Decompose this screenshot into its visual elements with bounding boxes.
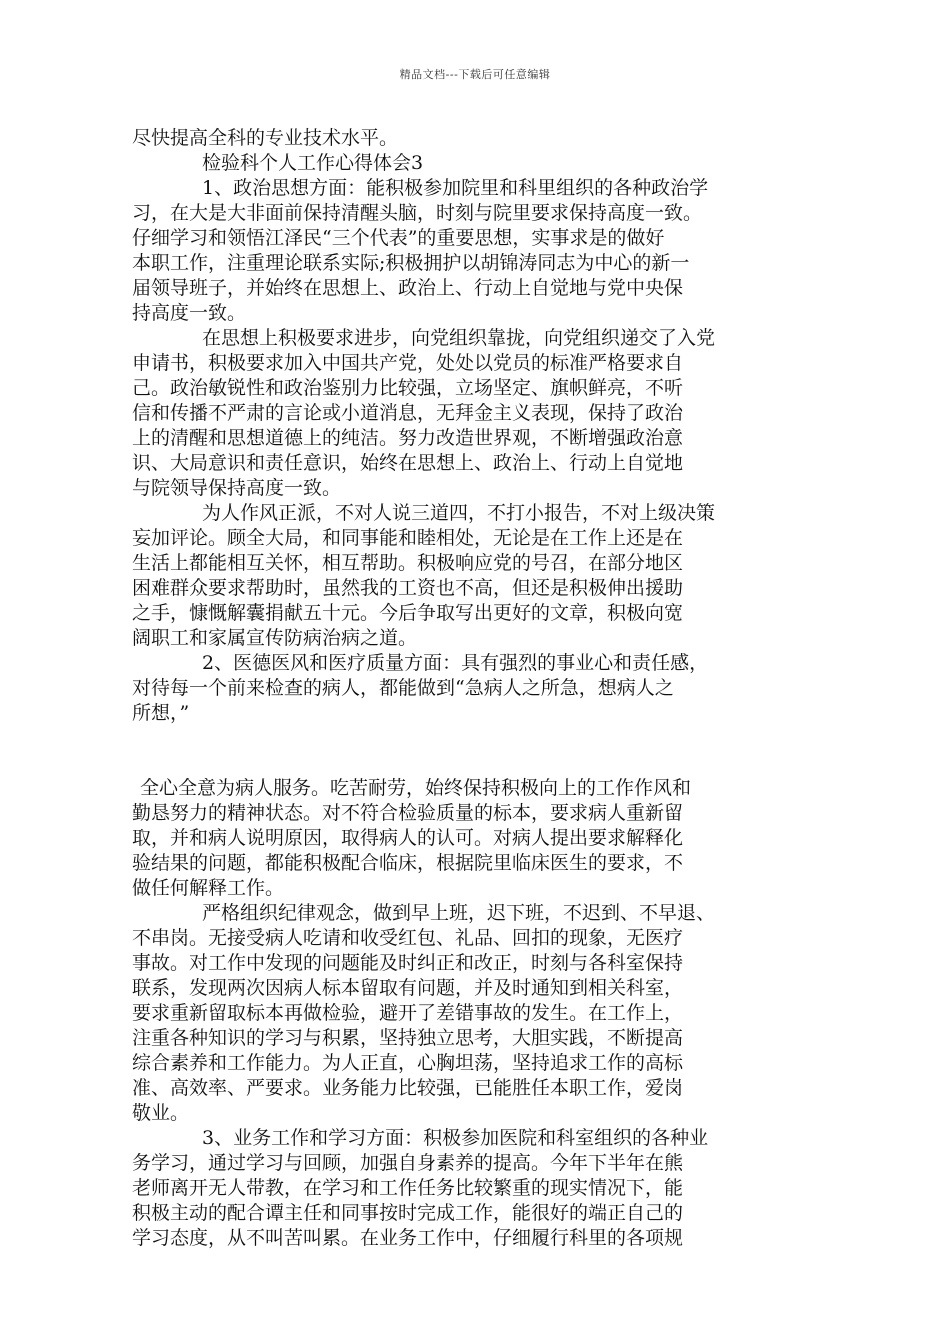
text-line: 敬业。	[132, 1102, 190, 1124]
text-line: 严格组织纪律观念，做到早上班，迟下班，不迟到、不早退、	[202, 902, 716, 924]
text-line: 验结果的问题，都能积极配合临床，根据院里临床医生的要求，不	[132, 852, 684, 874]
text-line: 妄加评论。顾全大局，和同事能和睦相处，无论是在工作上还是在	[132, 527, 684, 549]
text-line: 积极主动的配合谭主任和同事按时完成工作，能很好的端正自己的	[132, 1202, 684, 1224]
text-line: 不串岗。无接受病人吃请和收受红包、礼品、回扣的现象，无医疗	[132, 927, 684, 949]
text-line: 上的清醒和思想道德上的纯洁。努力改造世界观，不断增强政治意	[132, 427, 684, 449]
text-line: 信和传播不严肃的言论或小道消息，无拜金主义表现，保持了政治	[132, 402, 684, 424]
text-line: 之手，慷慨解囊捐献五十元。今后争取写出更好的文章，积极向宽	[132, 602, 684, 624]
text-line: 与院领导保持高度一致。	[132, 477, 342, 499]
text-line: 为人作风正派，不对人说三道四，不打小报告，不对上级决策	[202, 502, 716, 524]
text-line: 准、高效率、严要求。业务能力比较强，已能胜任本职工作，爱岗	[132, 1077, 684, 1099]
text-line: 全心全意为病人服务。吃苦耐劳，始终保持积极向上的工作作风和	[140, 777, 692, 799]
text-line: 务学习，通过学习与回顾，加强自身素养的提高。今年下半年在熊	[132, 1152, 684, 1174]
text-line: 3、业务工作和学习方面：积极参加医院和科室组织的各种业	[202, 1127, 709, 1149]
document-body	[132, 126, 820, 1251]
text-line: 阔职工和家属宣传防病治病之道。	[132, 627, 418, 649]
section-heading: 检验科个人工作心得体会3	[202, 152, 424, 174]
text-line: 联系，发现两次因病人标本留取有问题，并及时通知到相关科室，	[132, 977, 684, 999]
text-line: 事故。对工作中发现的问题能及时纠正和改正，时刻与各科室保持	[132, 952, 684, 974]
text-line: 对待每一个前来检查的病人，都能做到“急病人之所急，想病人之	[132, 677, 674, 699]
text-line: 持高度一致。	[132, 302, 247, 324]
text-line: 生活上都能相互关怀，相互帮助。积极响应党的号召，在部分地区	[132, 552, 684, 574]
text-line: 1、政治思想方面：能积极参加院里和科里组织的各种政治学	[202, 177, 709, 199]
text-line: 做任何解释工作。	[132, 877, 285, 899]
text-line: 2、医德医风和医疗质量方面：具有强烈的事业心和责任感，	[202, 652, 709, 674]
text-line: 习，在大是大非面前保持清醒头脑，时刻与院里要求保持高度一致。	[132, 202, 703, 224]
text-line: 老师离开无人带教，在学习和工作任务比较繁重的现实情况下，能	[132, 1177, 684, 1199]
text-line: 届领导班子，并始终在思想上、政治上、行动上自觉地与党中央保	[132, 277, 684, 299]
paragraph-gap	[132, 726, 820, 776]
text-line: 综合素养和工作能力。为人正直，心胸坦荡，坚持追求工作的高标	[132, 1052, 684, 1074]
text-line: 勤恳努力的精神状态。对不符合检验质量的标本，要求病人重新留	[132, 802, 684, 824]
text-line: 所想，”	[132, 702, 190, 724]
text-line: 尽快提高全科的专业技术水平。	[132, 127, 399, 149]
text-line: 仔细学习和领悟江泽民“三个代表”的重要思想，实事求是的做好	[132, 227, 665, 249]
text-line: 识、大局意识和责任意识，始终在思想上、政治上、行动上自觉地	[132, 452, 684, 474]
text-line: 在思想上积极要求进步，向党组织靠拢，向党组织递交了入党	[202, 327, 716, 349]
text-line: 学习态度，从不叫苦叫累。在业务工作中，仔细履行科里的各项规	[132, 1227, 684, 1249]
page-header: 精品文档---下载后可任意编辑	[399, 68, 551, 81]
text-line: 申请书，积极要求加入中国共产党，处处以党员的标准严格要求自	[132, 352, 684, 374]
text-line: 注重各种知识的学习与积累，坚持独立思考，大胆实践，不断提高	[132, 1027, 684, 1049]
text-line: 困难群众要求帮助时，虽然我的工资也不高，但还是积极伸出援助	[132, 577, 684, 599]
text-line: 要求重新留取标本再做检验，避开了差错事故的发生。在工作上，	[132, 1002, 684, 1024]
text-line: 己。政治敏锐性和政治鉴别力比较强，立场坚定、旗帜鲜亮，不听	[132, 377, 684, 399]
text-line: 取，并和病人说明原因，取得病人的认可。对病人提出要求解释化	[132, 827, 684, 849]
text-line: 本职工作，注重理论联系实际;积极拥护以胡锦涛同志为中心的新一	[132, 252, 690, 274]
